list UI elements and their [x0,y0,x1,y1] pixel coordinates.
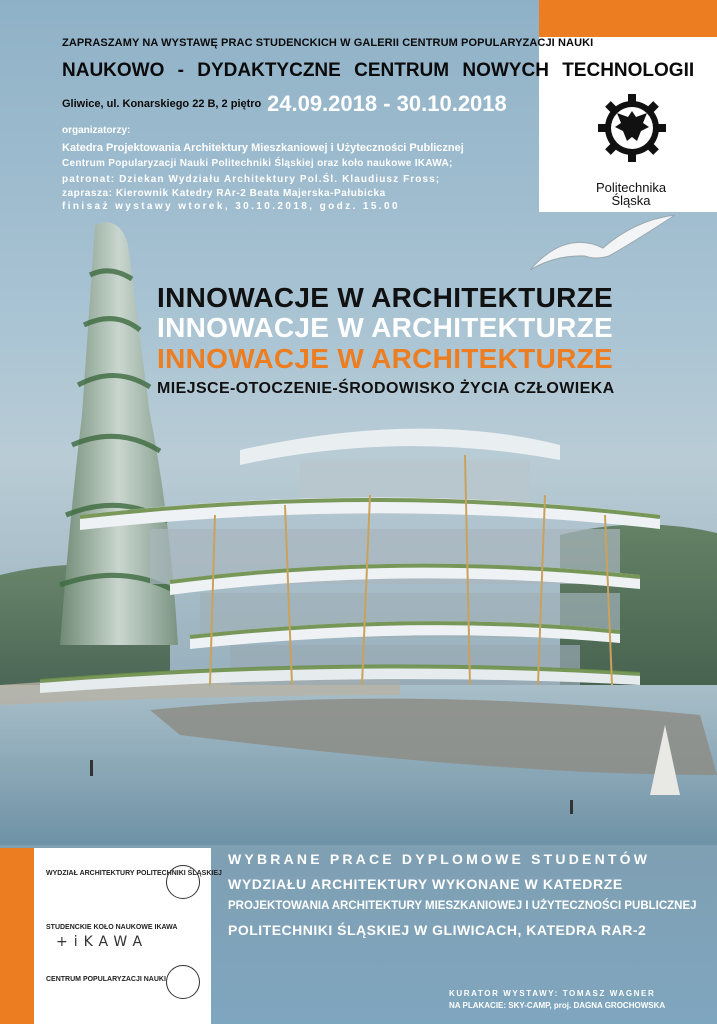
exhibition-subtitle: MIEJSCE-OTOCZENIE-ŚRODOWISKO ŻYCIA CZŁOWIEKA [157,380,615,397]
description-line-2: WYDZIAŁU ARCHITEKTURY WYKONANE W KATEDRZE [228,876,623,892]
venue-name: NAUKOWO - DYDAKTYCZNE CENTRUM NOWYCH TECHNOLOGII [62,60,695,81]
ikawa-logo: +iKAWA [56,934,149,950]
curator-credit: KURATOR WYSTAWY: TOMASZ WAGNER [449,989,656,998]
main-title-black: INNOWACJE W ARCHITEKTURZE [157,282,614,313]
organizer-department: Katedra Projektowania Architektury Mieszkaniowej i Użyteczności Publicznej [62,142,464,154]
description-line-3: PROJEKTOWANIA ARCHITEKTURY MIESZKANIOWEJ I UŻYTECZNOŚCI PUBLICZNEJ [228,900,697,912]
university-gear-eagle-logo-icon [597,93,667,163]
science-center-seal-icon [166,965,200,999]
header-block [0,0,717,212]
partner-faculty: WYDZIAŁ ARCHITEKTURY POLITECHNIKI ŚLĄSKIEJ [46,870,222,877]
faculty-seal-icon [166,865,200,899]
invitation-line: ZAPRASZAMY NA WYSTAWĘ PRAC STUDENCKICH W GALERII CENTRUM POPULARYZACJI NAUKI [62,37,594,49]
host-line: zaprasza: Kierownik Katedry RAr-2 Beata Majerska-Pałubicka [62,188,386,199]
patronage-line: patronat: Dziekan Wydziału Architektury Pol.Śl. Klaudiusz Fross; [62,174,441,185]
organizers-label: organizatorzy: [62,125,131,136]
orange-side-bar [0,848,34,1024]
university-name-line1: Politechnika [596,180,667,195]
poster-image-credit: NA PLAKACIE: SKY-CAMP, proj. DAGNA GROCHOWSKA [449,1001,666,1010]
main-title-white: INNOWACJE W ARCHITEKTURZE [157,312,614,343]
partner-science-center: CENTRUM POPULARYZACJI NAUKI [46,976,166,983]
partner-student-club: STUDENCKIE KOŁO NAUKOWE IKAWA [46,924,178,931]
main-title-orange: INNOWACJE W ARCHITEKTURZE [157,343,614,374]
finissage-line: finisaż wystawy wtorek, 30.10.2018, godz. 15.00 [62,201,400,212]
orange-corner-bar [539,0,717,37]
venue-address: Gliwice, ul. Konarskiego 22 B, 2 piętro [62,98,262,110]
organizer-center: Centrum Popularyzacji Nauki Politechniki Śląskiej oraz koło naukowe IKAWA; [62,158,453,169]
seagull-icon [525,210,680,280]
exhibition-dates: 24.09.2018 - 30.10.2018 [267,91,507,116]
description-line-4: POLITECHNIKI ŚLĄSKIEJ W GLIWICACH, KATEDRA RAR-2 [228,922,647,938]
description-line-1: WYBRANE PRACE DYPLOMOWE STUDENTÓW [228,851,651,867]
university-name [596,181,666,207]
university-name-line2: Śląska [611,193,651,208]
